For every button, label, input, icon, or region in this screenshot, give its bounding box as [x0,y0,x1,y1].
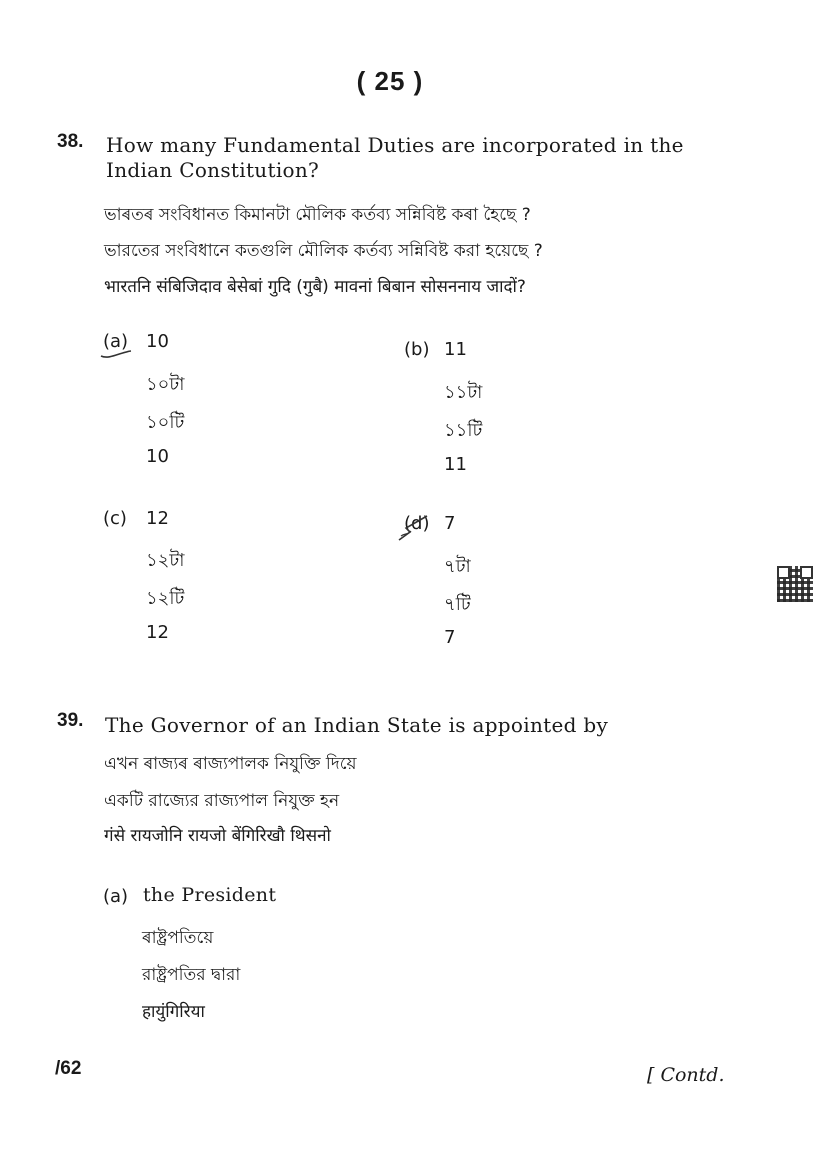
question-text-bodo: भारतनि संबिजिदाव बेसेबां गुदि (गुबै) मावनां बिबान सोसननाय जादों? [104,277,526,297]
question-text-bodo: गंसे रायजोनि रायजो बेंगिरिखौ थिसनो [104,826,331,846]
option-value: 12 [146,508,169,529]
option-value: ১২টি [146,588,185,609]
option-value: ১১টি [444,420,483,441]
question-text-en-line1: How many Fundamental Duties are incorporated in the [106,133,684,157]
question-text-assamese: ভাৰতৰ সংবিধানত কিমানটা মৌলিক কৰ্তব্য সন্নিবিষ্ট কৰা হৈছে ? [104,205,531,225]
qr-code-icon [777,566,813,602]
option-value: ১০টা [146,374,185,395]
option-value: 10 [146,331,169,352]
option-value: ৰাষ্ট্ৰপতিয়ে [142,928,214,948]
question-text-en-line2: Indian Constitution? [106,158,320,182]
option-value: हायुंगिरिया [142,1002,205,1022]
option-value: 11 [444,454,467,475]
footer-page-code: /62 [55,1058,82,1079]
question-text-assamese: এখন ৰাজ্যৰ ৰাজ্যপালক নিযুক্তি দিয়ে [104,754,357,774]
option-value: the President [143,884,277,906]
option-label: (a) [103,331,129,352]
pen-mark-icon [396,514,430,544]
question-number: 38. [57,131,84,152]
page-number: ( 25 ) [356,66,424,96]
option-value: 11 [444,339,467,360]
question-number: 39. [57,710,84,731]
option-value: ৭টি [444,594,471,615]
option-value: ১১টা [444,382,483,403]
question-text-bengali: ভারতের সংবিধানে কতগুলি মৌলিক কর্তব্য সন্নিবিষ্ট করা হয়েছে ? [104,241,543,261]
underline-mark-icon [99,348,133,360]
footer-continued: [ Contd. [647,1064,725,1086]
option-label: (a) [103,886,129,907]
option-value: রাষ্ট্রপতির দ্বারা [142,965,241,985]
option-label: (b) [404,339,430,360]
option-value: ১২টা [146,550,185,571]
question-text-en: The Governor of an Indian State is appointed by [105,713,609,737]
question-text-bengali: একটি রাজ্যের রাজ্যপাল নিযুক্ত হন [104,791,340,811]
option-value: 7 [444,513,456,534]
option-label: (c) [103,508,127,529]
option-value: ৭টা [444,556,471,577]
option-value: ১০টি [146,412,185,433]
option-label: (d) [404,513,430,534]
option-value: 12 [146,622,169,643]
option-value: 10 [146,446,169,467]
option-value: 7 [444,627,456,648]
